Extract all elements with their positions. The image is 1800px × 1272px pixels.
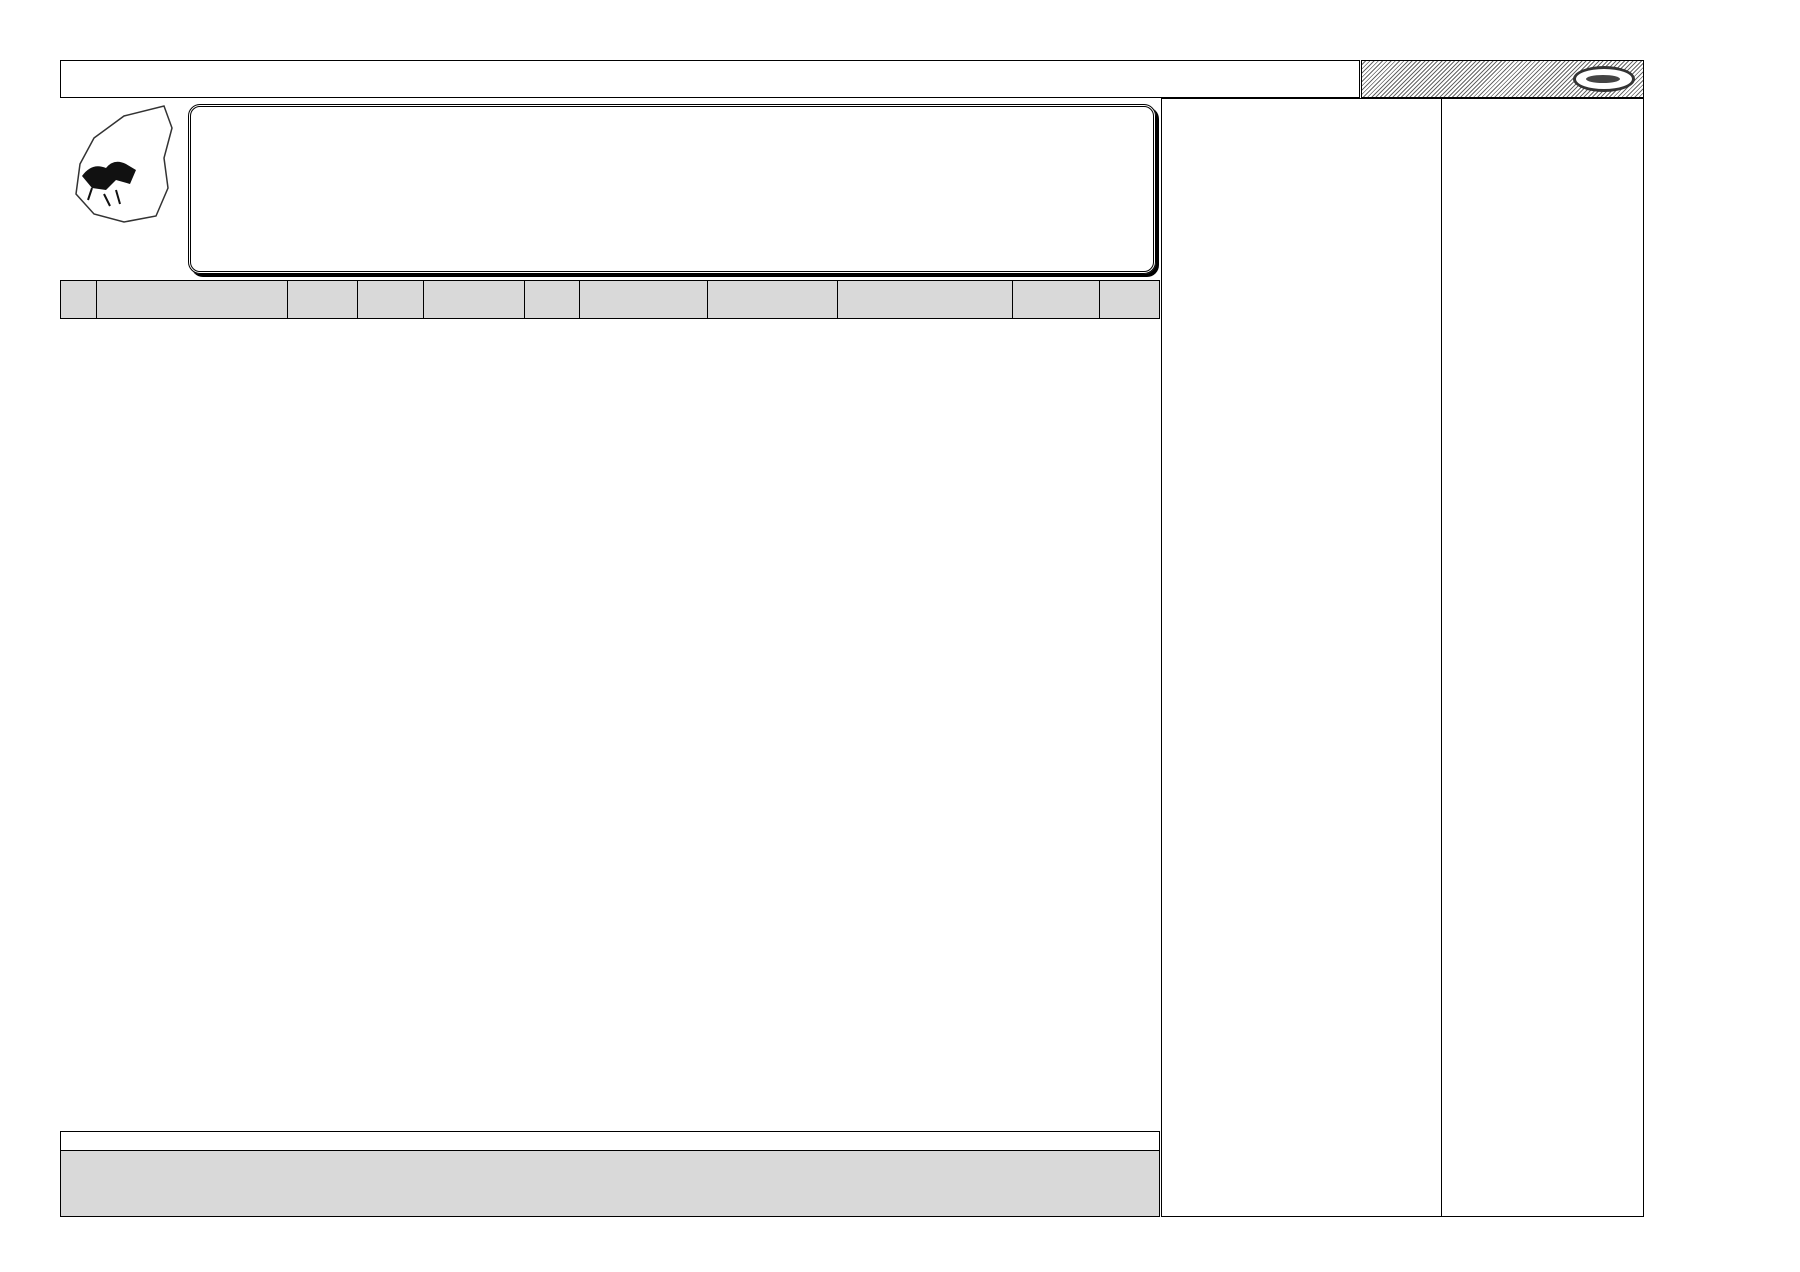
table-header-row [61,281,1160,319]
col-header [423,281,524,319]
col-header [357,281,423,319]
race-info-box [188,104,1156,274]
comments-panel [1161,98,1644,1217]
col-header [579,281,708,319]
col-header [838,281,1013,319]
comments-column-right [1444,104,1716,110]
comments-divider [1441,98,1442,1217]
brand-logo-icon [1573,66,1635,92]
col-header [1099,281,1159,319]
col-header [61,281,97,319]
runners-table [60,280,1160,319]
program-title-bar [60,60,1360,98]
col-header [708,281,838,319]
comments-column-left [1167,104,1439,110]
col-header [524,281,579,319]
abbreviations-legend [60,1131,1160,1151]
closing-times [60,1151,1160,1217]
col-header [287,281,357,319]
pmu-niger-logo [64,98,176,238]
col-header [1013,281,1100,319]
col-header [96,281,287,319]
comments-header [1361,60,1644,98]
niger-map-icon [64,98,176,238]
